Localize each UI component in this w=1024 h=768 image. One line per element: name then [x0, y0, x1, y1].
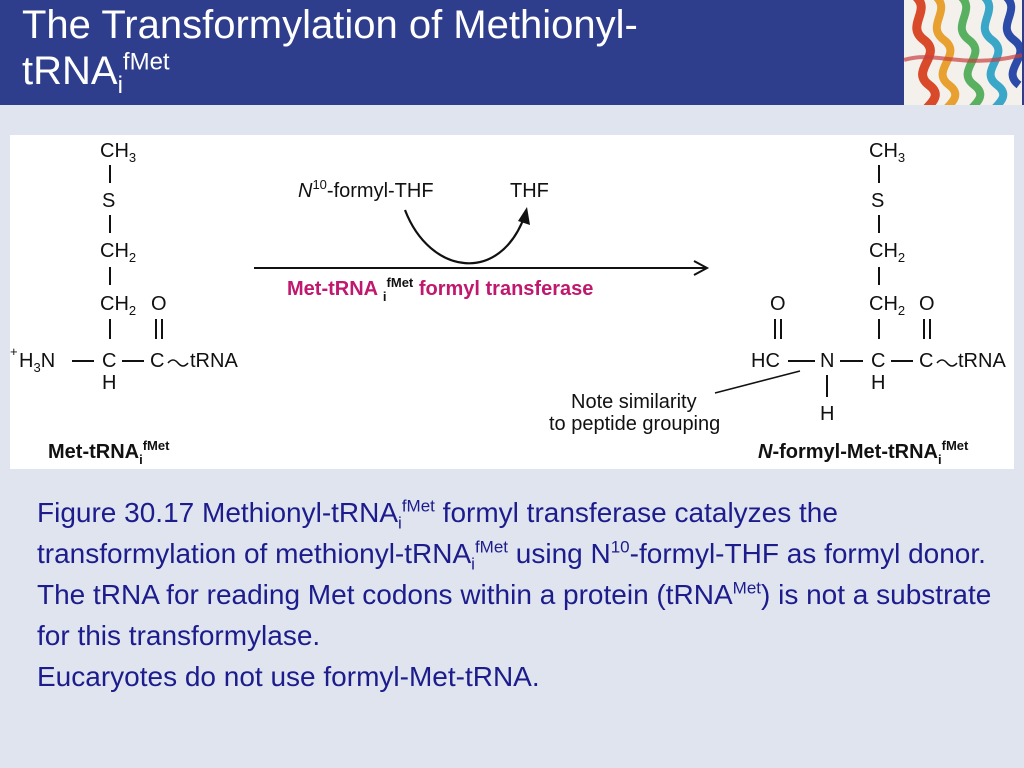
title-bar — [0, 0, 1024, 105]
met-trna-structure — [10, 140, 238, 467]
caption-paragraph-2: Eucaryotes do not use formyl-Met-tRNA. — [37, 661, 540, 692]
caption-paragraph-1: Figure 30.17 Methionyl-tRNA$_i^{fMet}$ formyl transferase catalyzes the transformylation of methionyl-tRNA$_i^{fMet}$ using $N^{10}-formyl$-THF as formyl donor. The tRNA for reading Met codons within a protein (tRNA$^{Met}$) is not a substrate for this transformylase. — [37, 496, 992, 651]
left-plus: + — [10, 344, 18, 359]
title-sub: i — [117, 72, 123, 99]
right-alpha-h: H — [871, 372, 886, 394]
figure-caption — [37, 492, 997, 697]
left-ch2-b: $CH_2$ — [100, 293, 137, 318]
protein-helix-ribbon-image — [904, 0, 1022, 105]
right-ch2-a: $CH_2$ — [869, 240, 906, 265]
formyl-met-trna-structure — [549, 140, 1006, 467]
thf-label: THF — [510, 180, 549, 202]
right-amide-h: H — [820, 403, 835, 425]
reaction-figure — [10, 135, 1014, 469]
left-alpha-carbon: C — [102, 350, 117, 372]
left-alpha-h: H — [102, 372, 117, 394]
left-carbonyl-carbon: C — [150, 350, 165, 372]
enzyme-label: Met-tRNA $_i^{fMet}$ formyl transferase — [287, 275, 594, 304]
right-alpha-carbon: C — [871, 350, 886, 372]
title-line-2 — [22, 48, 638, 99]
left-trna: tRNA — [190, 350, 238, 372]
right-nitrogen: N — [820, 350, 835, 372]
curved-arrow — [405, 210, 525, 263]
left-ch3: $CH_3$ — [100, 140, 137, 165]
right-carbonyl-oxygen: O — [919, 293, 935, 315]
left-amine: $H_3N$ — [19, 350, 56, 375]
right-carbonyl-carbon: C — [919, 350, 934, 372]
right-trna: tRNA — [958, 350, 1006, 372]
right-ch2-b: $CH_2$ — [869, 293, 906, 318]
right-ch3: $CH_3$ — [869, 140, 906, 165]
reaction-arrow-group — [254, 177, 707, 304]
left-carbonyl-oxygen: O — [151, 293, 167, 315]
right-formyl-carbon: HC — [751, 350, 780, 372]
note-pointer-line — [715, 371, 800, 393]
right-sulfur: S — [871, 190, 885, 212]
met-trna-label: Met-tRNA$_i^{fMet}$ — [48, 438, 170, 467]
left-ch2-a: $CH_2$ — [100, 240, 137, 265]
note-line-2: to peptide grouping — [549, 413, 721, 435]
title-trna: tRNA — [22, 49, 118, 93]
formyl-met-trna-label: N-formyl-Met-tRNA$_i^{fMet}$ — [758, 438, 969, 467]
title-line-1: The Transformylation of Methionyl- — [22, 3, 638, 47]
right-formyl-oxygen: O — [770, 293, 786, 315]
title-sup: fMet — [122, 48, 170, 76]
donor-label: $N^{10}-formyl$-THF — [298, 177, 434, 202]
note-line-1: Note similarity — [571, 391, 697, 413]
left-sulfur: S — [102, 190, 116, 212]
slide-title — [22, 2, 638, 99]
